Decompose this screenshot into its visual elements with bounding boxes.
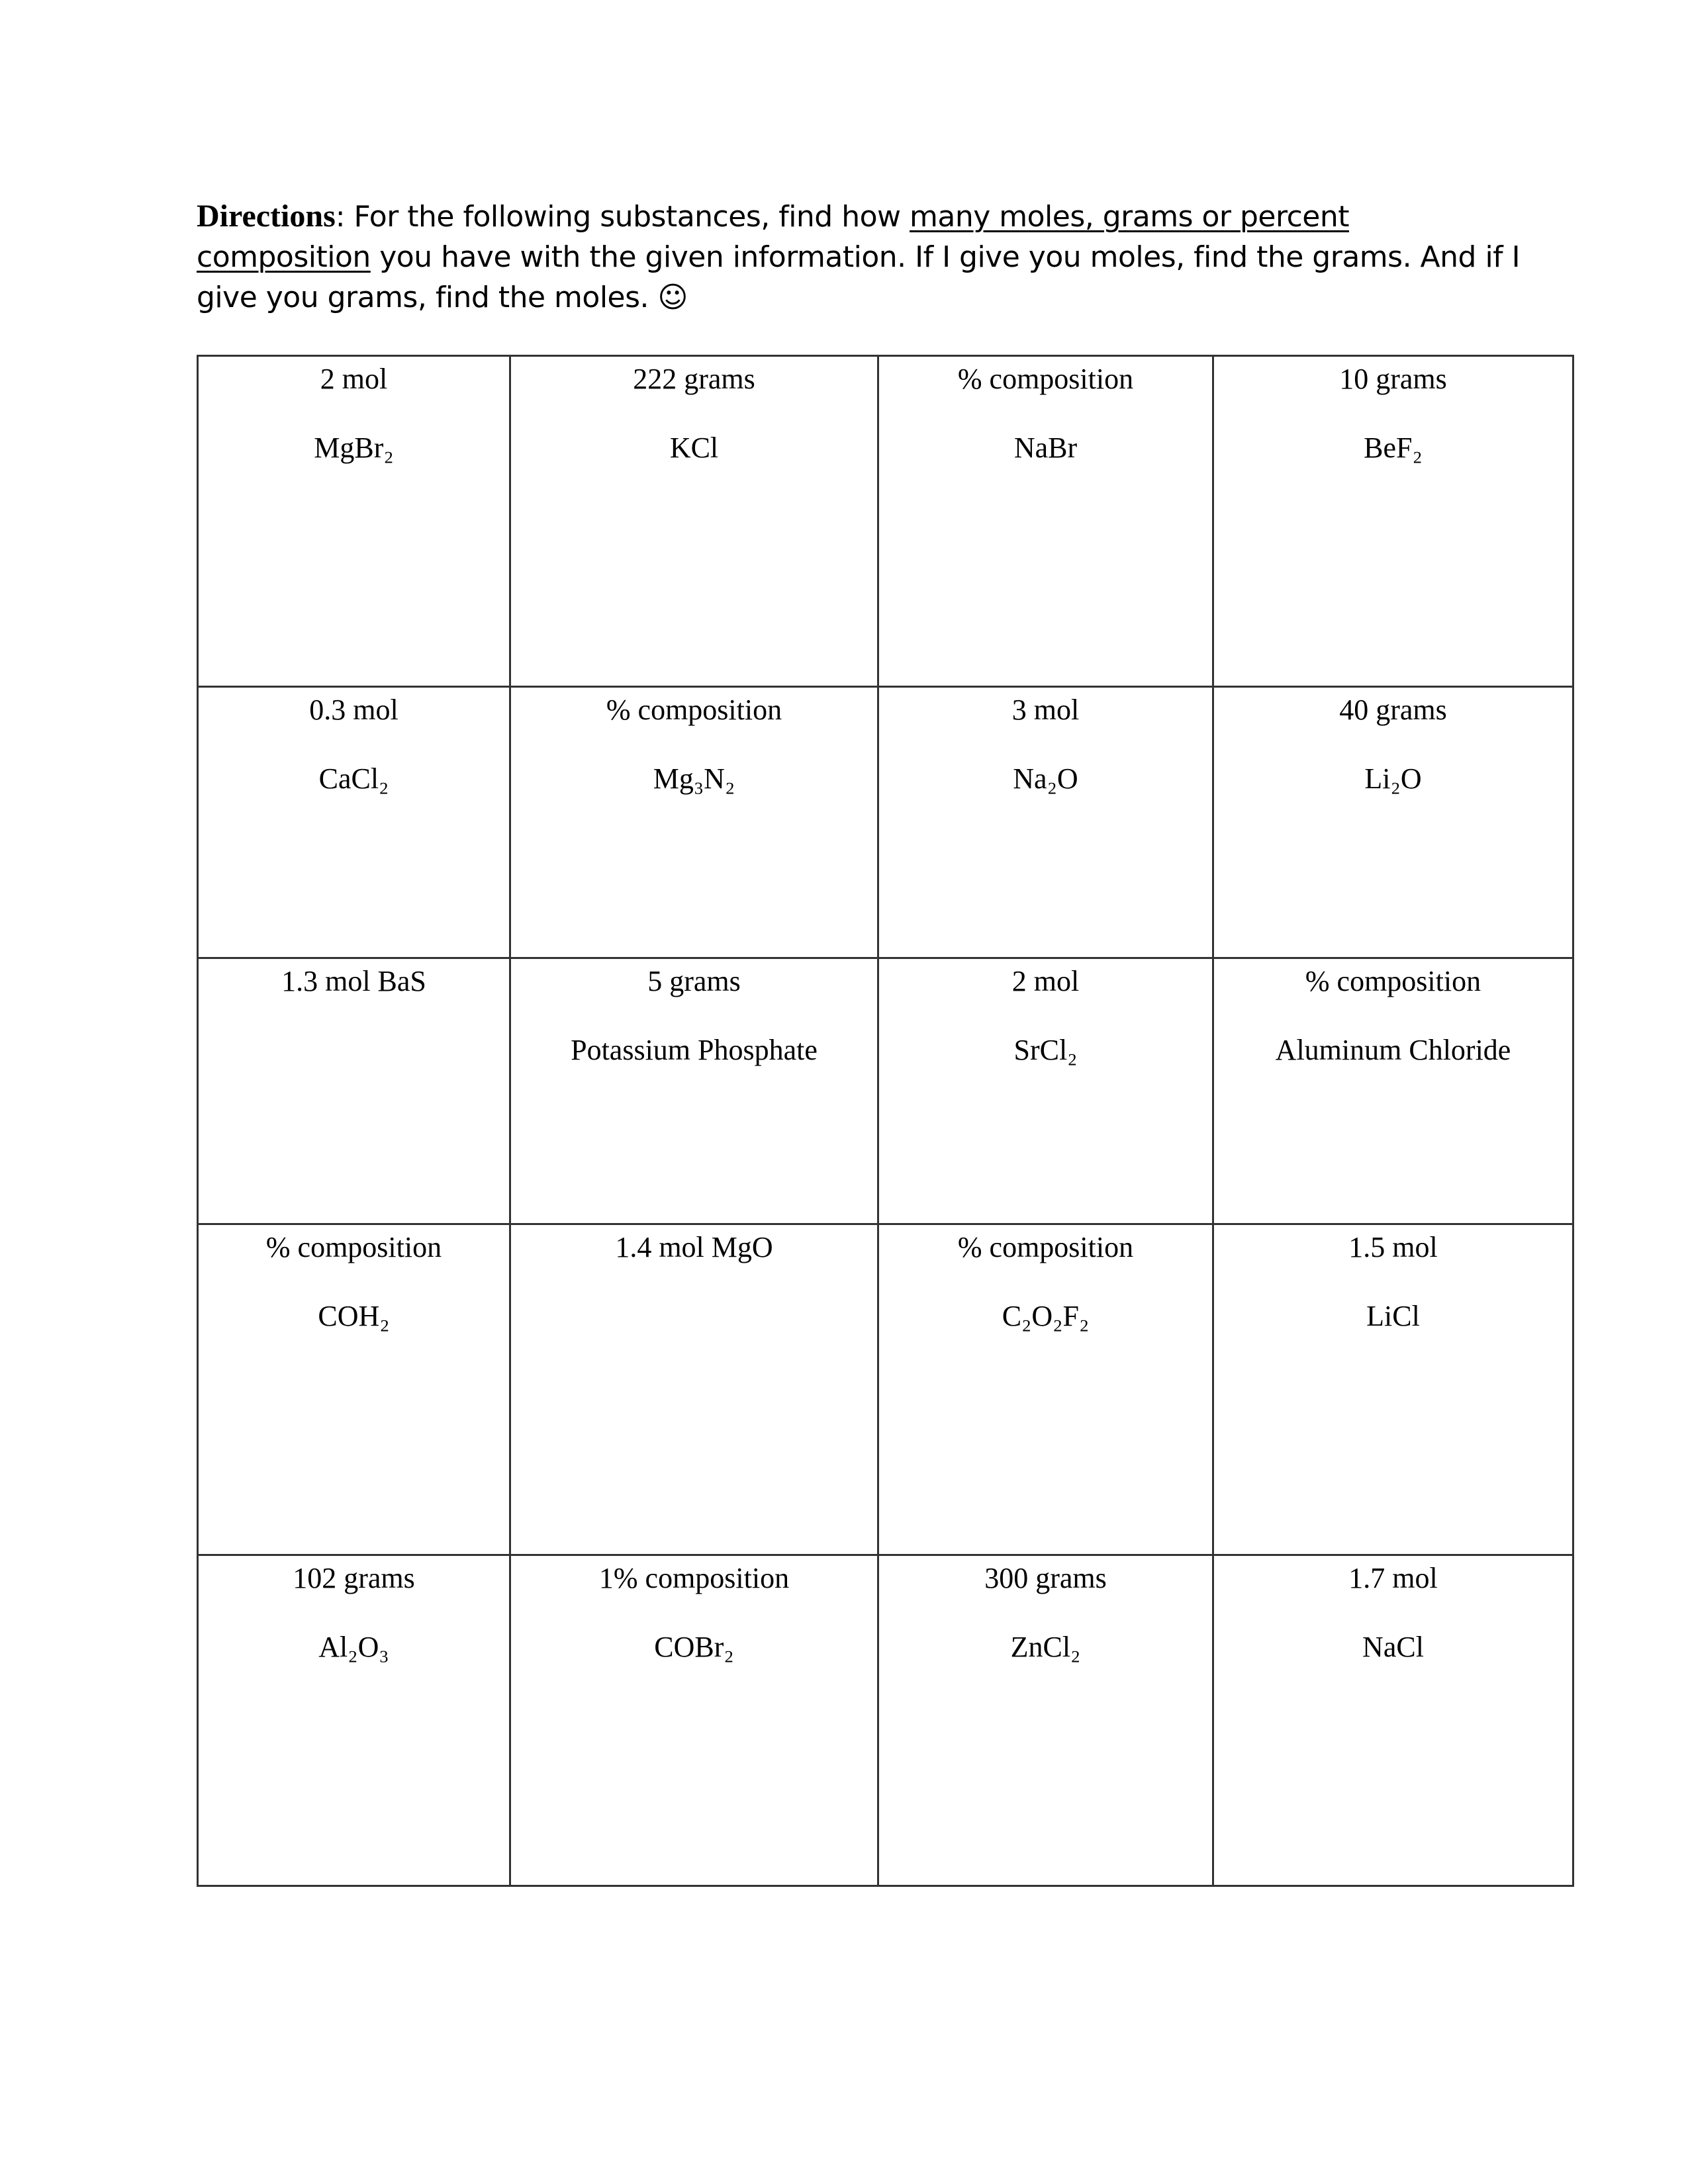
given-quantity: 10 grams <box>1339 363 1447 395</box>
substance-formula: NaBr <box>1013 432 1078 464</box>
given-quantity: 2 mol <box>320 363 388 395</box>
directions-paragraph <box>197 196 1521 318</box>
grid-cell <box>198 1555 510 1886</box>
given-quantity: 1.7 mol <box>1348 1562 1438 1594</box>
given-quantity: 102 grams <box>293 1562 415 1594</box>
grid-cell <box>198 356 510 687</box>
substance-formula: ZnCl₂ <box>1010 1631 1081 1663</box>
given-quantity: 40 grams <box>1339 694 1447 726</box>
substance-formula: CaCl₂ <box>318 762 389 795</box>
substance-formula: Aluminum Chloride <box>1275 1034 1511 1066</box>
substance-formula: Potassium Phosphate <box>571 1034 818 1066</box>
given-quantity: % composition <box>1305 965 1481 997</box>
directions-underlined-text: many moles, grams or percent composition <box>197 200 1349 274</box>
grid-cell <box>1213 687 1573 958</box>
substance-formula: BeF₂ <box>1364 432 1423 464</box>
given-quantity: 1.3 mol BaS <box>281 965 426 997</box>
substance-formula: COH₂ <box>318 1300 390 1332</box>
grid-cell <box>510 958 878 1224</box>
substance-formula: C₂O₂F₂ <box>1002 1300 1090 1332</box>
grid-cell <box>878 1224 1213 1555</box>
worksheet-grid <box>197 355 1574 1887</box>
grid-row <box>198 1224 1573 1555</box>
grid-row <box>198 1555 1573 1886</box>
given-quantity: % composition <box>957 1231 1134 1263</box>
grid-cell <box>510 1555 878 1886</box>
grid-cell <box>1213 1555 1573 1886</box>
grid-cell <box>198 687 510 958</box>
substance-formula: LiCl <box>1366 1300 1420 1332</box>
grid-cell <box>510 356 878 687</box>
grid-cell <box>878 958 1213 1224</box>
grid-row <box>198 687 1573 958</box>
grid-row <box>198 356 1573 687</box>
substance-formula: Na₂O <box>1013 762 1078 795</box>
grid-cell <box>198 958 510 1224</box>
substance-formula: Li₂O <box>1364 762 1422 795</box>
given-quantity: 5 grams <box>647 965 741 997</box>
grid-cell <box>878 356 1213 687</box>
grid-cell <box>1213 356 1573 687</box>
substance-formula: Al₂O₃ <box>318 1631 389 1663</box>
given-quantity: 3 mol <box>1011 694 1080 726</box>
grid-cell <box>510 687 878 958</box>
directions-label: Directions <box>197 199 336 234</box>
given-quantity: 2 mol <box>1011 965 1080 997</box>
directions-text-before: : For the following substances, find how <box>335 200 910 234</box>
grid-cell <box>1213 1224 1573 1555</box>
given-quantity: % composition <box>265 1231 442 1263</box>
given-quantity: 1% composition <box>598 1562 790 1594</box>
substance-formula: Mg₃N₂ <box>653 762 735 795</box>
given-quantity: 0.3 mol <box>309 694 399 726</box>
grid-cell <box>198 1224 510 1555</box>
grid-cell <box>510 1224 878 1555</box>
grid-cell <box>878 687 1213 958</box>
substance-formula: MgBr₂ <box>314 432 394 464</box>
grid-cell <box>1213 958 1573 1224</box>
given-quantity: 1.5 mol <box>1348 1231 1438 1263</box>
given-quantity: % composition <box>957 363 1134 395</box>
substance-formula: COBr₂ <box>654 1631 734 1663</box>
given-quantity: 300 grams <box>984 1562 1107 1594</box>
substance-formula: NaCl <box>1362 1631 1424 1663</box>
directions-text-after: you have with the given information. If I give you moles, find the grams. And if I give you grams, find the moles. ☺ <box>197 240 1521 314</box>
given-quantity: % composition <box>606 694 782 726</box>
grid-cell <box>878 1555 1213 1886</box>
substance-formula: KCl <box>669 432 719 464</box>
substance-formula: SrCl₂ <box>1013 1034 1078 1066</box>
grid-row <box>198 958 1573 1224</box>
given-quantity: 222 grams <box>633 363 755 395</box>
given-quantity: 1.4 mol MgO <box>615 1231 773 1263</box>
